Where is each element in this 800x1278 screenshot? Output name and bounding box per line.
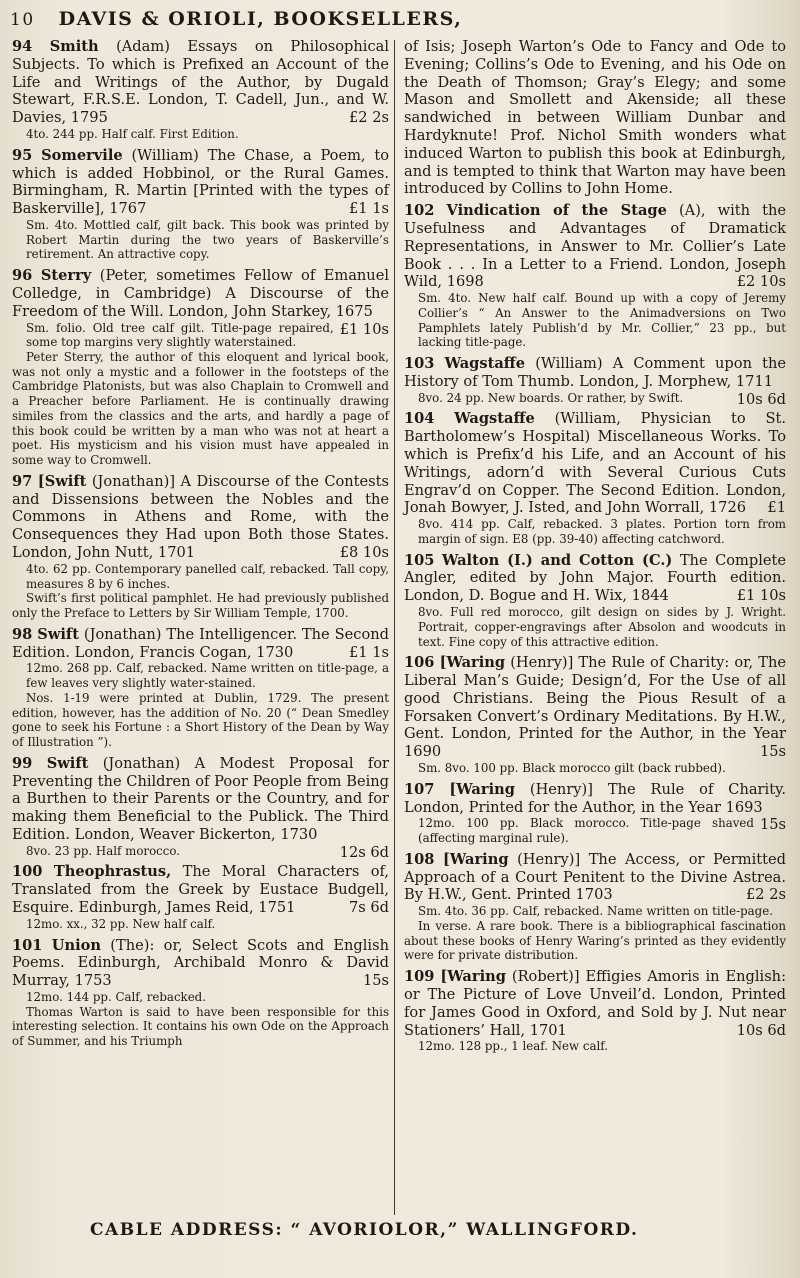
- entry-price: 15s: [759, 743, 786, 761]
- entry-author: [Waring: [439, 654, 506, 672]
- entry-collation-text: Sm. 4to. Mottled calf, gilt back. This book was printed by Robert Martin during the two years of Baskerville’s retirement. An attractive copy.: [26, 217, 389, 262]
- catalogue-entry: [404, 654, 786, 776]
- entry-price: 15s: [759, 816, 786, 834]
- page-number: 10: [10, 10, 35, 30]
- entry-description: (A), with the Usefulness and Advantages of Dramatick Representations, in Answer to Mr. Collier’s Late Book . . . In a Letter to a Friend. London, Joseph Wild, 1698: [404, 202, 787, 291]
- entry-collation-text: 12mo. 128 pp., 1 leaf. New calf.: [418, 1039, 608, 1054]
- entry-number: 108: [404, 850, 435, 868]
- entry-number: 98: [12, 625, 33, 643]
- entry-description: (Jonathan) The Intelligencer. The Second Edition. London, Francis Cogan, 1730: [12, 625, 389, 661]
- entry-author: Swift: [37, 625, 79, 643]
- catalogue-entry: [12, 755, 389, 859]
- entry-title: [12, 473, 389, 562]
- entry-number: 103: [404, 355, 435, 373]
- entry-price: £1 10s: [736, 587, 786, 605]
- entry-collation: [12, 917, 389, 932]
- entry-collation: [404, 816, 786, 845]
- entry-author: Vindication of the Stage: [446, 202, 667, 220]
- catalogue-entry: [404, 552, 786, 650]
- catalogue-entry: [404, 851, 786, 963]
- entry-collation: [12, 218, 389, 262]
- catalogue-entry: [12, 38, 389, 142]
- entry-price: 7s 6d: [348, 899, 389, 917]
- entry-author: Theophrastus,: [53, 863, 172, 881]
- entry-price: 10s 6d: [736, 390, 786, 408]
- entry-collation-text: Sm. folio. Old tree calf gilt. Title-page repaired, some top margins very slightly waterstained.: [26, 320, 334, 350]
- entry-author: Swift: [46, 754, 89, 772]
- entry-number: 105: [404, 551, 435, 569]
- entry-note: In verse. A rare book. There is a bibliographical fascination about these books of Henry Waring’s printed as they evidently were for private distribution.: [404, 918, 786, 963]
- catalogue-entry: [404, 781, 786, 846]
- entry-collation: [12, 661, 389, 690]
- entry-description: (William) A Comment upon the History of Tom Thumb. London, J. Morphew, 1711: [404, 355, 786, 390]
- entry-author: [Waring: [449, 780, 515, 798]
- entry-description: The Complete Angler, edited by John Major. Fourth edition. London, D. Bogue and H. Wix, 1844: [404, 551, 787, 605]
- entry-number: 101: [12, 936, 43, 954]
- entry-collation: [404, 391, 786, 406]
- entry-description: (Jonathan) A Modest Proposal for Preventing the Children of Poor People from Being a Burthen to their Parents or the Country, and for making them Beneficial to the Publick. The Third Edition. London, Weaver Bickerton, 1730: [12, 754, 390, 843]
- entry-collation: [404, 761, 786, 776]
- entry-collation-text: 12mo. 268 pp. Calf, rebacked. Name written on title-page, a few leaves very slightly water-stained.: [26, 661, 389, 691]
- entry-price: £1 1s: [349, 200, 389, 218]
- entry-description: (Henry)] The Rule of Charity. London, Printed for the Author, in the Year 1693: [404, 780, 787, 816]
- entry-number: 102: [404, 202, 435, 220]
- entry-author: Sterry: [40, 267, 92, 285]
- entry-title: [12, 863, 389, 916]
- entry-title: [12, 937, 389, 990]
- entry-collation-text: 8vo. 23 pp. Half morocco.: [26, 843, 181, 858]
- entry-collation: [12, 562, 389, 591]
- entry-author: [Waring: [443, 850, 509, 868]
- entry-price: £1: [767, 499, 786, 517]
- catalogue-entry: [404, 410, 786, 546]
- entry-title: [12, 755, 389, 844]
- entry-number: 97: [12, 472, 33, 490]
- entry-collation: [404, 1039, 786, 1054]
- catalogue-entry: [404, 202, 786, 350]
- entry-author: Wagstaffe: [454, 410, 535, 428]
- entry-collation: [12, 321, 389, 350]
- entry-price: £1 1s: [349, 643, 389, 661]
- entry-price: 15s: [362, 972, 389, 990]
- right-column: [404, 38, 786, 1059]
- entry-note: Swift’s first political pamphlet. He had previously published only the Preface to Letters by Sir William Temple, 1700.: [12, 591, 389, 621]
- catalogue-entry: [12, 863, 389, 931]
- entry-description: (Henry)] The Rule of Charity: or, The Liberal Man’s Guide; Design’d, For the Use of all good Christians. Being the Pious Result of a Forsaken Convert’s Ordinary Meditations. By H.W., Gent. London, Printed for the Author, in the Year 1690: [404, 654, 787, 761]
- catalogue-entry: [12, 267, 389, 468]
- entry-description: (Adam) Essays on Philosophical Subjects. To which is Prefixed an Account of the Life and Writings of the Author, by Dugald Stewart, F.R.S.E. London, T. Cadell, Jun., and W. Davies, 1795: [12, 38, 389, 127]
- entry-price: 10s 6d: [736, 1021, 786, 1039]
- entry-note: Nos. 1-19 were printed at Dublin, 1729. The present edition, however, has the addition of No. 20 (“ Dean Smedley gone to seek his Fortune : a Short History of the Dean by Way of Illustration ”).: [12, 690, 389, 750]
- entry-collation-text: 4to. 62 pp. Contemporary panelled calf, rebacked. Tall copy, measures 8 by 6 inches.: [26, 561, 389, 591]
- entry-title: [12, 147, 389, 218]
- entry-number: 107: [404, 780, 435, 798]
- continued-entry-text: of Isis; Joseph Warton’s Ode to Fancy and Ode to Evening; Collins’s Ode to Evening, and his Ode on the Death of Thomson; Gray’s Elegy; and some Mason and Smollett and Akenside; all these sandwiched in between William Dunbar and Hardyknute! Prof. Nichol Smith wonders what induced Warton to publish this book at Edinburgh, and is tempted to think that Warton may have been introduced by Collins to John Home.: [404, 38, 786, 198]
- catalogue-entry: [404, 355, 786, 408]
- entry-collation: [404, 904, 786, 919]
- entry-collation-text: 12mo. 144 pp. Calf, rebacked.: [26, 990, 206, 1004]
- entry-price: 12s 6d: [339, 843, 389, 861]
- entry-title: [12, 38, 389, 127]
- entry-collation-text: 8vo. 414 pp. Calf, rebacked. 3 plates. Portion torn from margin of sign. E8 (pp. 39-40) affecting catchword.: [418, 517, 786, 546]
- entry-title: [12, 626, 389, 662]
- entry-description: (Henry)] The Access, or Permitted Approach of a Court Penitent to the Divine Astrea. By H.W., Gent. Printed 1703: [404, 850, 786, 904]
- entry-title: [404, 851, 786, 904]
- entry-number: 96: [12, 267, 33, 285]
- entry-number: 109: [404, 968, 435, 986]
- entry-price: £1 10s: [339, 320, 389, 338]
- entry-collation: [12, 844, 389, 859]
- entry-description: (William, Physician to St. Bartholomew’s Hospital) Miscellaneous Works. To which is Prefix’d his Life, and an Account of his Writings, adorn’d with Several Curious Cuts Engrav’d on Copper. The Second Edition. London, Jonah Bowyer, J. Isted, and John Worrall, 1726: [404, 410, 786, 517]
- page-header-title: DAVIS & ORIOLI, BOOKSELLERS,: [58, 8, 463, 30]
- entry-title: [404, 552, 786, 605]
- entry-collation-text: 8vo. 24 pp. New boards. Or rather, by Swift.: [418, 390, 684, 405]
- entry-collation-text: 12mo. 100 pp. Black morocco. Title-page shaved (affecting marginal rule).: [418, 816, 754, 846]
- entry-author: [Swift: [37, 472, 87, 490]
- entry-note: Peter Sterry, the author of this eloquent and lyrical book, was not only a mystic and a follower in the footsteps of the Cambridge Platonists, but was also Chaplain to Cromwell and a Preacher before Parliament. He is continually drawing similes from the classics and the arts, and hardly a page of this book could be written by a man who was not at heart a poet. His mysticism and his vision must have appealed in some way to Cromwell.: [12, 349, 389, 468]
- entry-collation-text: 12mo. xx., 32 pp. New half calf.: [26, 916, 216, 931]
- entry-number: 94: [12, 38, 33, 55]
- entry-author: Smith: [49, 38, 99, 55]
- entry-author: Walton (I.) and Cotton (C.): [441, 551, 673, 569]
- entry-title: [404, 968, 786, 1039]
- entry-number: 104: [404, 410, 435, 428]
- entry-author: Somervile: [41, 146, 123, 164]
- entry-collation: [404, 517, 786, 546]
- entry-price: £8 10s: [339, 544, 389, 562]
- entry-number: 100: [12, 863, 43, 881]
- entry-note: Thomas Warton is said to have been responsible for this interesting selection. It contains his own Ode on the Approach of Summer, and his Triumph: [12, 1004, 389, 1049]
- column-divider: [394, 40, 395, 1215]
- entry-price: £2 2s: [349, 109, 389, 127]
- catalogue-entry: [12, 937, 389, 1049]
- entry-description: (The): or, Select Scots and English Poems. Edinburgh, Archibald Monro & David Murray, 1753: [12, 936, 389, 990]
- entry-collation-text: Sm. 8vo. 100 pp. Black morocco gilt (back rubbed).: [418, 761, 726, 776]
- entry-description: (Peter, sometimes Fellow of Emanuel Colledge, in Cambridge) A Discourse of the Freedom of the Will. London, John Starkey, 1675: [12, 267, 390, 320]
- entry-description: (Jonathan)] A Discourse of the Contests and Dissensions between the Nobles and the Commons in Athens and Rome, with the Consequences they Had upon Both those States. London, John Nutt, 1701: [12, 472, 390, 562]
- entry-collation-text: Sm. 4to. 36 pp. Calf, rebacked. Name written on title-page.: [418, 904, 773, 919]
- entry-collation: [12, 990, 389, 1005]
- entry-collation-text: 8vo. Full red morocco, gilt design on sides by J. Wright. Portrait, copper-engravings after Absolon and woodcuts in text. Fine copy of this attractive edition.: [418, 605, 786, 649]
- catalogue-entry: [404, 968, 786, 1054]
- entry-collation: [404, 605, 786, 649]
- entry-description: (Robert)] Effigies Amoris in English: or The Picture of Love Unveil’d. London, Printed for James Good in Oxford, and Sold by J. Nut near Stationers’ Hall, 1701: [404, 968, 787, 1039]
- entry-author: Union: [51, 936, 101, 954]
- entry-author: Wagstaffe: [444, 355, 526, 373]
- entry-collation: [12, 127, 389, 142]
- entry-collation-text: Sm. 4to. New half calf. Bound up with a copy of Jeremy Collier’s “ An Answer to the Animadversions on Two Pamphlets lately Publish’d by Mr. Collier,” 23 pp., but lacking title-page.: [418, 291, 786, 350]
- entry-price: £2 2s: [746, 886, 786, 904]
- entry-collation-text: 4to. 244 pp. Half calf. First Edition.: [26, 126, 239, 141]
- catalogue-entry: [12, 626, 389, 750]
- page-footer: CABLE ADDRESS: “ AVORIOLOR,” WALLINGFORD.: [90, 1220, 639, 1240]
- entry-collation: [404, 291, 786, 350]
- entry-author: [Waring: [440, 968, 506, 986]
- catalogue-entry: [12, 147, 389, 262]
- entry-title: [404, 202, 786, 291]
- entry-description: (William) The Chase, a Poem, to which is added Hobbinol, or the Rural Games. Birmingham, R. Martin [Printed with the types of Baskerville], 1767: [12, 146, 390, 218]
- catalogue-entry: [12, 473, 389, 621]
- entry-number: 99: [12, 754, 33, 772]
- entry-price: £2 10s: [736, 273, 786, 291]
- page-header: [10, 8, 760, 34]
- entry-description: The Moral Characters of, Translated from the Greek by Eustace Budgell, Esquire. Edinburgh, James Reid, 1751: [12, 863, 390, 917]
- entry-title: [404, 410, 786, 517]
- entry-title: [404, 654, 786, 761]
- left-column: [12, 38, 389, 1054]
- entry-number: 95: [12, 146, 33, 164]
- entry-number: 106: [404, 654, 435, 672]
